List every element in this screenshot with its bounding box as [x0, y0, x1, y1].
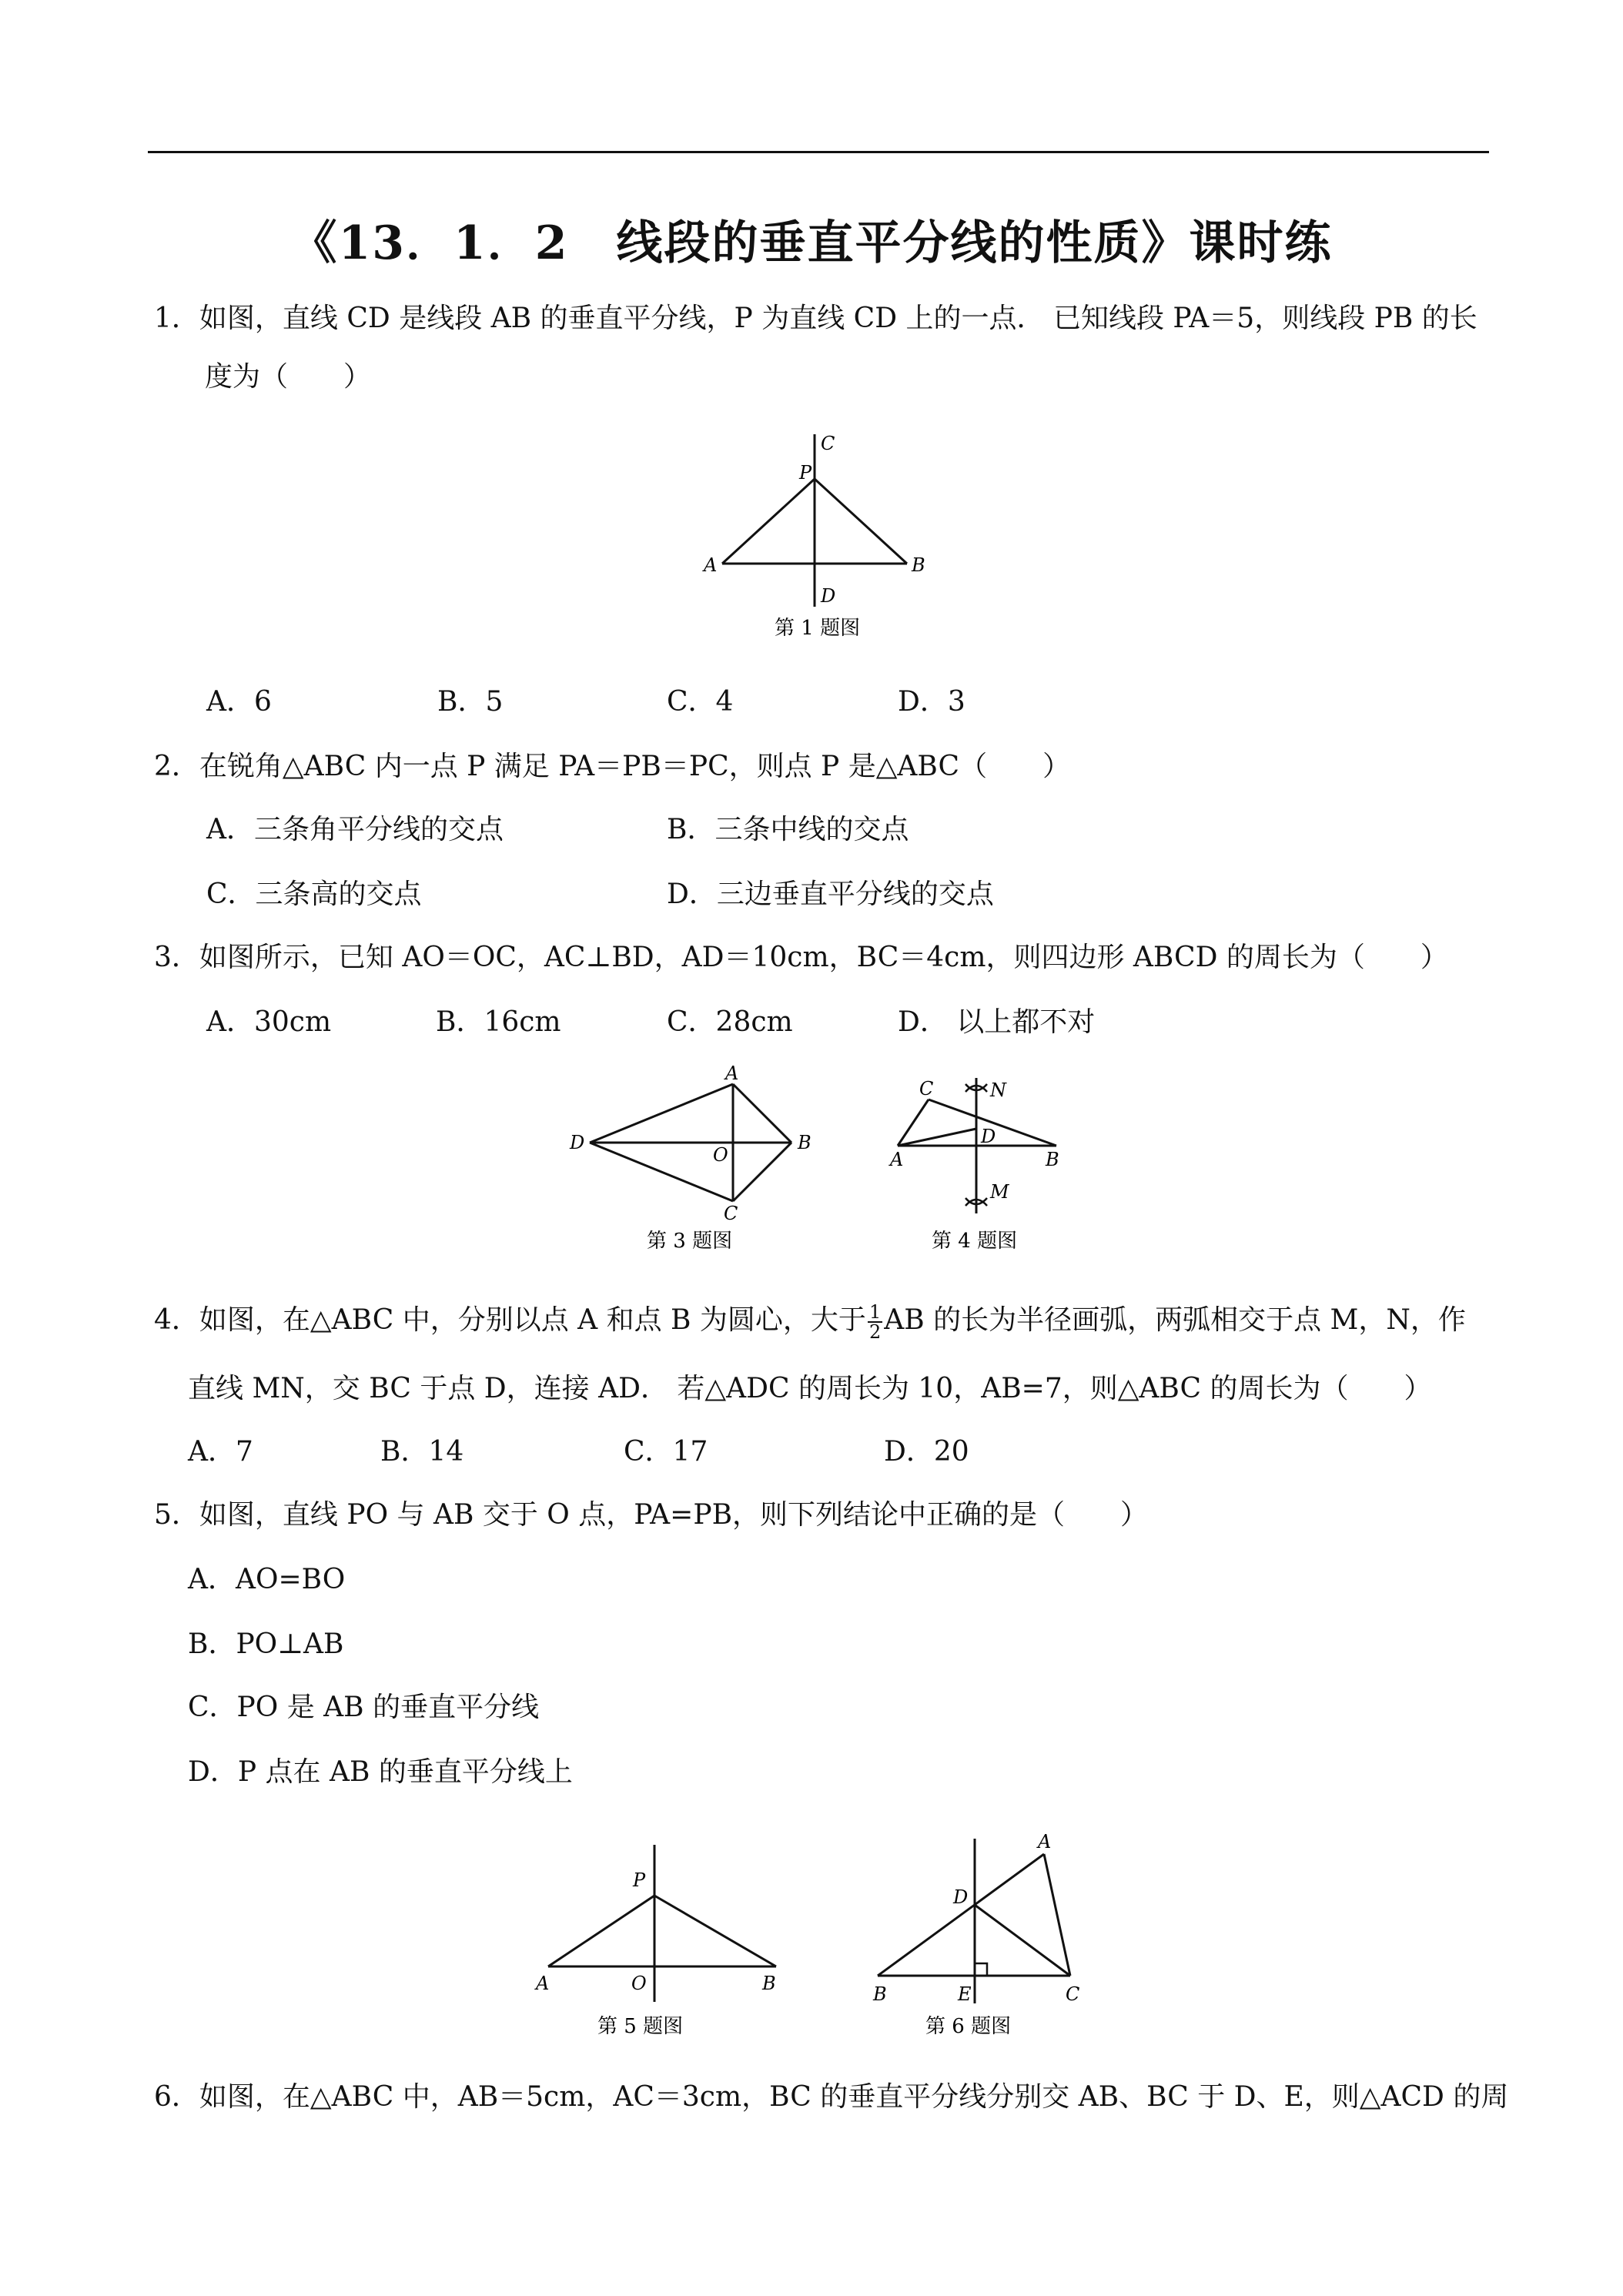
option-d: D．P 点在 AB 的垂直平分线上: [188, 1756, 573, 1788]
label-P: P: [633, 1869, 646, 1891]
label-N: N: [990, 1079, 1006, 1101]
label-B: B: [798, 1132, 812, 1153]
figure-caption: 第 1 题图: [775, 617, 861, 640]
label-C: C: [821, 433, 835, 454]
fraction-numerator: 1: [868, 1301, 882, 1323]
figure-q4: [885, 1066, 1086, 1258]
question-4-text: [154, 1303, 1466, 1341]
figure-q5: [531, 1836, 793, 2043]
figure-caption: 第 3 题图: [647, 1230, 733, 1253]
label-B: B: [762, 1973, 776, 1994]
label-E: E: [958, 1983, 972, 2005]
option-d: D．3: [898, 686, 965, 718]
question-6-text: 6．如图，在△ABC 中，AB＝5cm，AC＝3cm，BC 的垂直平分线分别交 AB、BC 于 D、E，则△ACD 的周: [154, 2081, 1509, 2113]
label-C: C: [919, 1078, 934, 1099]
question-3-text: 3．如图所示，已知 AO＝OC，AC⊥BD，AD＝10cm，BC＝4cm，则四边形 ABCD 的周长为（ ）: [154, 942, 1448, 973]
option-d: D．三边垂直平分线的交点: [667, 879, 994, 910]
figure-caption: 第 6 题图: [925, 2015, 1012, 2038]
header-rule: [148, 151, 1489, 153]
figure-q3: [562, 1066, 832, 1258]
label-A: A: [536, 1973, 550, 1994]
option-a: A．7: [188, 1436, 253, 1468]
page-title: 《13．1．2 线段的垂直平分线的性质》课时练: [290, 216, 1333, 270]
label-B: B: [873, 1983, 887, 2005]
option-c: C．4: [667, 686, 734, 718]
figure-q6: [862, 1825, 1116, 2043]
fraction-denominator: 2: [868, 1321, 882, 1343]
question-4-text-cont: 直线 MN，交 BC 于点 D，连接 AD． 若△ADC 的周长为 10，AB=7，则△ABC 的周长为（ ）: [188, 1373, 1432, 1404]
question-5-text: 5．如图，直线 PO 与 AB 交于 O 点，PA=PB，则下列结论中正确的是（ ）: [154, 1499, 1149, 1531]
option-c: C．17: [624, 1436, 708, 1468]
figure-caption: 第 4 题图: [932, 1230, 1018, 1253]
option-c: C．PO 是 AB 的垂直平分线: [188, 1692, 540, 1723]
label-A: A: [704, 554, 718, 576]
label-D: D: [570, 1132, 585, 1153]
option-a: A．AO=BO: [188, 1564, 346, 1595]
label-A: A: [725, 1066, 739, 1084]
option-d: D． 以上都不对: [898, 1006, 1096, 1038]
option-b: B．PO⊥AB: [188, 1628, 344, 1660]
label-D: D: [953, 1886, 969, 1908]
figure-caption: 第 5 题图: [597, 2015, 684, 2038]
option-b: B．5: [437, 686, 504, 718]
figure-q1: [693, 428, 939, 651]
label-A: A: [890, 1149, 904, 1170]
label-C: C: [1066, 1983, 1080, 2005]
label-D: D: [821, 585, 836, 607]
question-1-text-cont: 度为（ ）: [205, 361, 372, 393]
label-D: D: [981, 1126, 996, 1147]
fraction: [868, 1303, 882, 1341]
option-c: C．三条高的交点: [206, 879, 422, 910]
label-C: C: [724, 1203, 738, 1224]
option-a: A．30cm: [206, 1006, 332, 1038]
label-O: O: [631, 1973, 647, 1994]
label-P: P: [799, 462, 812, 484]
label-M: M: [990, 1181, 1009, 1203]
option-a: A．6: [206, 686, 272, 718]
question-4-text-start: 4．如图，在△ABC 中，分别以点 A 和点 B 为圆心，大于: [154, 1304, 866, 1336]
option-d: D．20: [884, 1436, 969, 1468]
label-B: B: [1046, 1149, 1059, 1170]
option-b: B．16cm: [436, 1006, 561, 1038]
question-1-text: 1．如图，直线 CD 是线段 AB 的垂直平分线，P 为直线 CD 上的一点． 已知线段 PA＝5，则线段 PB 的长: [154, 303, 1477, 334]
question-2-text: 2．在锐角△ABC 内一点 P 满足 PA＝PB＝PC，则点 P 是△ABC（ ）: [154, 751, 1071, 782]
question-4-text-end: AB 的长为半径画弧，两弧相交于点 M，N，作: [884, 1304, 1466, 1336]
option-b: B．14: [380, 1436, 464, 1468]
option-b: B．三条中线的交点: [667, 814, 909, 845]
label-O: O: [713, 1144, 728, 1166]
option-a: A．三条角平分线的交点: [206, 814, 504, 845]
label-B: B: [912, 554, 925, 576]
label-A: A: [1038, 1831, 1052, 1853]
option-c: C．28cm: [667, 1006, 793, 1038]
